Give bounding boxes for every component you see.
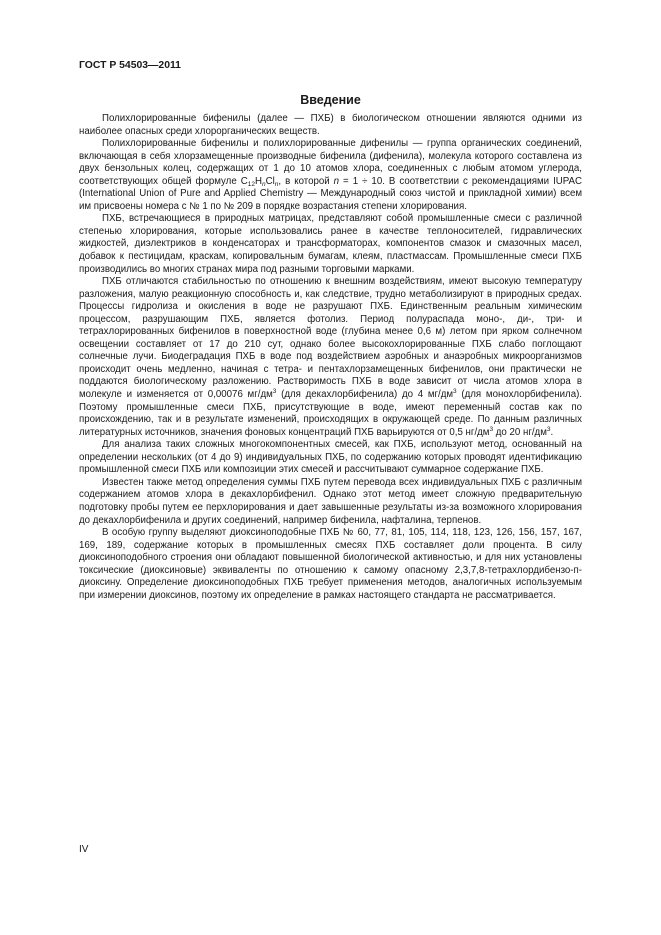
section-title: Введение [300,93,361,107]
superscript-3: 3 [489,425,494,433]
document-standard-id: ГОСТ Р 54503—2011 [79,60,181,71]
paragraph-2-text-a: Полихлорированные бифенилы и полихлорированные дифенилы — группа органических соединений, включающая в себя хлорзамещенные производные бифенила (дифенила), молекула которого составлена из двух бензольных колец, содержащих от 1 до 10 атомов хлора, соединенных с любым атомом углерода, соответствующих общей формуле C [79,138,582,187]
formula-subscript-12: 12 [247,180,255,188]
paragraph-4 [79,276,582,439]
paragraph-2-text-b: , в которой [278,175,334,187]
superscript-4: 3 [546,425,551,433]
paragraph-7: В особую группу выделяют диоксиноподобные ПХБ № 60, 77, 81, 105, 114, 118, 123, 126, 156, 157, 167, 169, 189, содержание которых в промышленных смесях ПХБ составляет доли процента. В силу диоксиноподобного строения они обладают повышенной биологической активностью, и для них установлены токсические (диоксиновые) эквиваленты по отношению к самому опасному 2,3,7,8-тетрахлордибензо-п-диоксину. Определение диоксиноподобных ПХБ требует применения методов, аналогичных используемым при измерении диоксинов, поэтому их определение в рамках настоящего стандарта не рассматривается. [79,527,582,601]
page-number: IV [79,844,89,855]
paragraph-2 [79,138,582,213]
variable-n: n [333,175,340,187]
paragraph-4-text-b: (для декахлорбифенила) до 4 мг/дм [276,389,454,401]
formula-n-1: n [261,180,266,188]
section-body [79,113,582,602]
formula-h: H [254,175,262,187]
paragraph-4-text-e: . [550,426,554,438]
paragraph-1: Полихлорированные бифенилы (далее — ПХБ) в биологическом отношении являются одними из наиболее опасных среди хлорорганических веществ. [79,113,582,137]
paragraph-5: Для анализа таких сложных многокомпонентных смесей, как ПХБ, используют метод, основанный на определении нескольких (от 4 до 9) индивидуальных ПХБ, по содержанию которых проводят идентификацию промышленной смеси ПХБ или композиции этих смесей и рассчитывают суммарное содержание ПХБ. [79,439,582,476]
paragraph-6: Известен также метод определения суммы ПХБ путем перевода всех индивидуальных ПХБ с различным содержанием атомов хлора в декахлорбифенил. Однако этот метод имеет сложную предварительную подготовку пробы путем ее перхлорирования и дает завышенные результаты из-за возможного хлорирования до декахлорбифенила и других соединений, например бифенила, нафталина, терпенов. [79,476,582,526]
paragraph-2-text-c: = 1 ÷ 10. В соответствии с рекомендациями IUPAC (International Union of Pure and Applied Chemistry — Международный союз чистой и прикладной химии) всем им присвоены номера с № 1 по № 209 в порядке возрастания степени хлорирования. [79,175,582,212]
paragraph-4-text-c: (для монохлорбифенила). Поэтому промышленные смеси ПХБ, присутствующие в воде, имеют переменный состав как по происхождению, так и в результате изменений, происходящих в окружающей среде. По данным различных литературных источников, значения фоновых концентраций ПХБ варьируются от 0,5 нг/дм [79,389,582,438]
superscript-2: 3 [453,388,457,396]
formula-n-2: n [274,180,279,188]
paragraph-4-text-a: ПХБ отличаются стабильностью по отношению к внешним воздействиям, имеют высокую температуру разложения, малую реакционную способность и, как следствие, трудно метаболизируют в природных средах. Процессы гидролиза и окисления в воде не разрушают ПХБ. Единственным реальным химическим процессом, разрушающим ПХБ, является фотолиз. Период полураспада моно-, ди-, три- и тетрахлорированных бифенилов в поверхностной воде (глубина менее 0,6 м) летом при ярком солнечном освещении составляет от 17 до 210 сут, однако более высокохлорированные ПХБ слабо поглощают солнечные лучи. Биодеградация ПХБ в воде под воздействием аэробных и анаэробных микроорганизмов происходит очень медленно, начиная с тетра- и пентахлорзамещенных бифенилов, они практически не поддаются биологическому разложению. Растворимость ПХБ в воде зависит от числа атомов хлора в молекуле и изменяется от 0,00076 мг/дм [79,276,582,401]
superscript-1: 3 [272,388,277,396]
paragraph-4-text-d: до 20 нг/дм [493,426,547,438]
formula-cl: Cl [265,175,275,187]
paragraph-3: ПХБ, встречающиеся в природных матрицах, представляют собой промышленные смеси с различной степенью хлорирования, которые использовались ранее в качестве теплоносителей, гидравлических жидкостей, диэлектриков в конденсаторах и трансформаторах, компонентов смазок и смазочных масел, добавок к пестицидам, краскам, копировальным бумагам, клеям, пластмассам. Промышленные смеси ПХБ производились во многих странах мира под разными торговыми марками. [79,213,582,275]
